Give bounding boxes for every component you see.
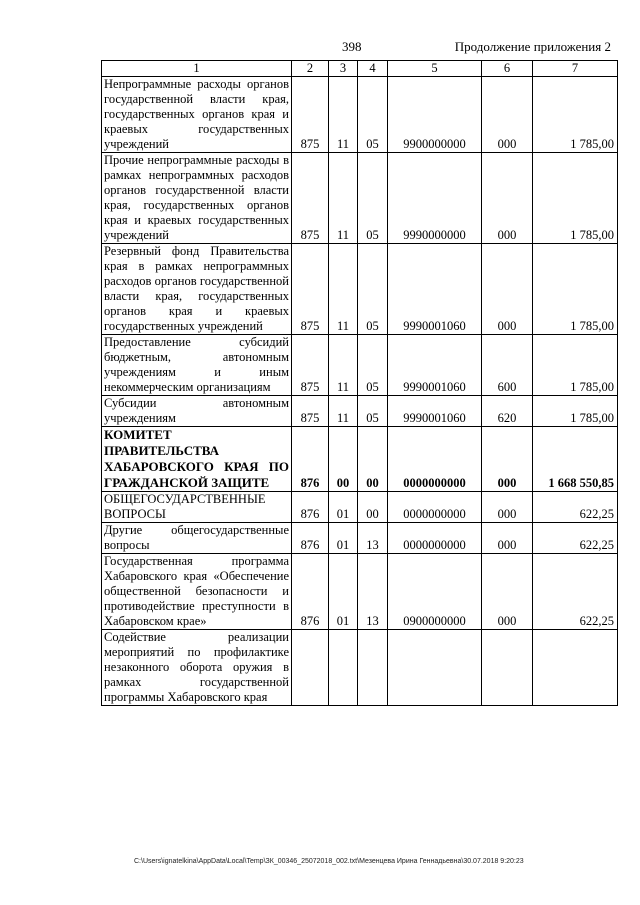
row-vr: 000	[482, 77, 533, 153]
budget-table	[101, 60, 618, 706]
table-row	[102, 554, 618, 630]
row-rz: 01	[329, 554, 358, 630]
row-grbs: 875	[292, 77, 329, 153]
table-body	[102, 77, 618, 706]
column-number-row	[102, 61, 618, 77]
row-name: Резервный фонд Правительства края в рамках непрограммных расходов органов государственной власти края, государственных органов края и краевых государственных учреждений	[102, 244, 292, 335]
row-vr	[482, 630, 533, 706]
table-row	[102, 244, 618, 335]
column-header: 7	[533, 61, 618, 77]
row-sum: 1 785,00	[533, 396, 618, 427]
row-sum: 1 785,00	[533, 77, 618, 153]
row-name: Содействие реализации мероприятий по профилактике незаконного оборота оружия в рамках государственной программы Хабаровского края	[102, 630, 292, 706]
row-csr: 9990001060	[388, 396, 482, 427]
row-name: Прочие непрограммные расходы в рамках непрограммных расходов органов государственной власти края, государственных органов края и краевых государственных учреждений	[102, 153, 292, 244]
row-pr: 00	[358, 427, 388, 492]
row-rz: 01	[329, 523, 358, 554]
column-header: 1	[102, 61, 292, 77]
row-grbs: 876	[292, 427, 329, 492]
row-csr: 9990001060	[388, 244, 482, 335]
row-vr: 000	[482, 523, 533, 554]
row-rz: 11	[329, 77, 358, 153]
table-row	[102, 523, 618, 554]
row-csr: 9990001060	[388, 335, 482, 396]
row-vr: 000	[482, 427, 533, 492]
row-vr: 000	[482, 554, 533, 630]
row-pr: 13	[358, 523, 388, 554]
row-sum: 622,25	[533, 523, 618, 554]
page-number: 398	[342, 39, 362, 54]
row-vr: 000	[482, 244, 533, 335]
column-header: 5	[388, 61, 482, 77]
column-header: 4	[358, 61, 388, 77]
row-name: Субсидии автономным учреждениям	[102, 396, 292, 427]
row-csr: 9900000000	[388, 77, 482, 153]
table-row-committee	[102, 427, 618, 492]
row-grbs: 876	[292, 492, 329, 523]
row-rz: 11	[329, 244, 358, 335]
row-name: КОМИТЕТ ПРАВИТЕЛЬСТВА ХАБАРОВСКОГО КРАЯ ПО ГРАЖДАНСКОЙ ЗАЩИТЕ	[102, 427, 292, 492]
row-grbs: 876	[292, 523, 329, 554]
row-name: Другие общегосударственные вопросы	[102, 523, 292, 554]
column-header: 3	[329, 61, 358, 77]
row-rz: 00	[329, 427, 358, 492]
row-rz: 11	[329, 396, 358, 427]
row-vr: 000	[482, 153, 533, 244]
row-pr: 13	[358, 554, 388, 630]
continuation-label: Продолжение приложения 2	[454, 39, 611, 54]
row-grbs: 875	[292, 244, 329, 335]
row-csr: 0000000000	[388, 523, 482, 554]
row-sum	[533, 630, 618, 706]
row-csr: 9990000000	[388, 153, 482, 244]
row-grbs	[292, 630, 329, 706]
row-pr: 05	[358, 77, 388, 153]
row-name: Предоставление субсидий бюджетным, автономным учреждениям и иным некоммерческим организациям	[102, 335, 292, 396]
row-name: Государственная программа Хабаровского края «Обеспечение общественной безопасности и противодействие преступности в Хабаровском крае»	[102, 554, 292, 630]
row-sum: 622,25	[533, 492, 618, 523]
row-grbs: 875	[292, 396, 329, 427]
table-row	[102, 396, 618, 427]
row-rz: 11	[329, 335, 358, 396]
row-sum: 622,25	[533, 554, 618, 630]
row-pr	[358, 630, 388, 706]
row-vr: 600	[482, 335, 533, 396]
row-rz: 11	[329, 153, 358, 244]
row-name: Непрограммные расходы органов государственной власти края, государственных органов края и краевых государственных учреждений	[102, 77, 292, 153]
row-vr: 000	[482, 492, 533, 523]
row-csr	[388, 630, 482, 706]
row-pr: 05	[358, 153, 388, 244]
table-row	[102, 335, 618, 396]
row-pr: 05	[358, 396, 388, 427]
row-pr: 05	[358, 335, 388, 396]
row-grbs: 875	[292, 335, 329, 396]
column-header: 2	[292, 61, 329, 77]
row-sum: 1 785,00	[533, 153, 618, 244]
column-header: 6	[482, 61, 533, 77]
table-row	[102, 153, 618, 244]
table-row	[102, 492, 618, 523]
row-rz: 01	[329, 492, 358, 523]
row-csr: 0000000000	[388, 492, 482, 523]
row-grbs: 875	[292, 153, 329, 244]
row-pr: 05	[358, 244, 388, 335]
row-name: ОБЩЕГОСУДАРСТВЕННЫЕ ВОПРОСЫ	[102, 492, 292, 523]
row-sum: 1 785,00	[533, 244, 618, 335]
row-vr: 620	[482, 396, 533, 427]
row-csr: 0000000000	[388, 427, 482, 492]
table-row	[102, 630, 618, 706]
file-path-footer: C:\Users\ignatelkina\AppData\Local\Temp\ЗК_00346_25072018_002.txt\Мезенцева Ирина Геннадьевна\30.07.2018 9:20:23	[134, 858, 524, 865]
table-row	[102, 77, 618, 153]
row-csr: 0900000000	[388, 554, 482, 630]
row-grbs: 876	[292, 554, 329, 630]
row-pr: 00	[358, 492, 388, 523]
row-sum: 1 785,00	[533, 335, 618, 396]
row-rz	[329, 630, 358, 706]
row-sum: 1 668 550,85	[533, 427, 618, 492]
